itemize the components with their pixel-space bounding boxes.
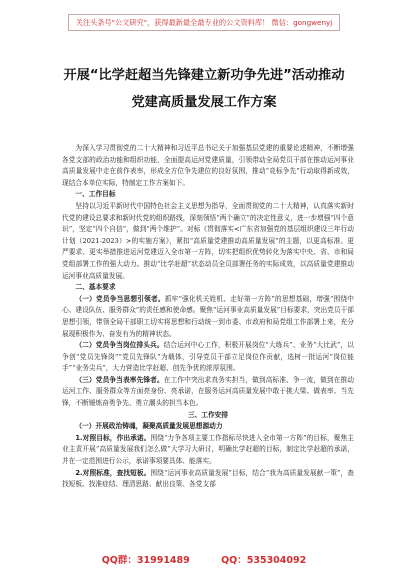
item-text: 抓牢“强化机关姓机、走好第一方阵”的思想基础，增强“围绕中心、建设队伍、服务群众”的责任感和使命感。聚焦“运河事业高质量发展”目标要求，突出党员干部思想引领，带领全局干部职工切实将思想和行动统一到市委、市政府和局党组工作部署上来，充分展现积极作为、奋发有为的精神状态。 (62, 294, 354, 338)
section3-heading: 三、工作安排 (187, 410, 229, 419)
footer-contact (0, 552, 408, 566)
item-lead: 2.对照标准，查找短板。 (75, 468, 151, 477)
footer-qq: QQ：535304092 (221, 555, 307, 566)
item-text: 结合运河中心工作，积极开展岗位“大练兵”、业务“大比武”，以争创“党员先锋岗”“党员先锋队”为载体，引导党员干部立足岗位作贡献，选树一批运河“岗位能手”“业务尖兵”，大力营造比学赶超、创先争优的浓厚氛围。 (62, 341, 354, 373)
section1-heading: 一、工作目标 (75, 190, 116, 199)
header-banner: 关注头条号"公文研究"，获得最新最全最专业的公文资料库！ 微信：gongwenyj (68, 14, 340, 31)
item-text: 围绕“运河事业高质量发展”目标，结合“我为高质量发展献一策”，查找短板、找准症结、理清思路、献出良策、各党支部 (62, 468, 354, 489)
section2-item-3 (62, 375, 354, 410)
item-lead: （二）党员争当岗位排头兵。 (75, 341, 164, 350)
section3-item-1 (62, 433, 354, 468)
section3-subheading: （一）开展政治铸魂，凝聚高质量发展思想源动力 (75, 422, 223, 431)
section2-item-1 (62, 294, 354, 340)
section2-item-2 (62, 340, 354, 375)
section3-item-2 (62, 468, 354, 491)
item-lead: 1.对照目标，作出承诺。 (75, 433, 151, 442)
document-title-line1: 开展“比学赶超当先锋建立新功争先进”活动推动 (63, 68, 345, 83)
intro-paragraph: 为深入学习贯彻党的二十大精神和习近平总书记关于加强基层党建的重要论述精神，不断增强各党支部的政治功能和组织功能，全面提高运河党建质量，引领带动全局党员干部在推动运河事业高质量发展中走在前作表率，形成全方位争先建位的良好氛围，推动“竞标争先”行动取得新成效，现结合本单位实际，特制定工作方案如下。 (62, 144, 354, 187)
document-body (62, 143, 354, 491)
section1-paragraph: 坚持以习近平新时代中国特色社会主义思想为指导，全面贯彻党的二十大精神，认真落实新时代党的建设总要求和新时代党的组织路线，深刻领悟“两个确立”的决定性意义，进一步增强“四个意识”，坚定“四个自信”，做到“两个维护”。对标《贯彻落实<广东省加强党的基层组织建设三年行动计划（2021-2023）>的实施方案》，紧扣“高质量党建推动高质量发展”的主题，以更高标准、更严要求、更实举措推进运河党建迈入全市第一方阵，切实把组织优势转化为落实中央、省、市和局党组部署工作的强大动力。推动“比学赶超”状态动员全员部署任务的实际成效，以高质量党建推动运河事业高质量发展。 (62, 201, 354, 280)
item-lead: （三）党员争当表率先锋者。 (75, 375, 164, 384)
section2-heading: 二、基本要求 (75, 283, 116, 292)
item-text: 在工作中突出求真务实担当，做到高标准、争一流，做到在推动运河工作、服务群众等方面亮身份、亮承诺，在服务运河高质量发展中敢于挑大梁、做表率、当先锋，不断锤炼奋勇争先、勇立潮头的担当本色。 (62, 375, 354, 408)
footer-qq-group: QQ群：31991489 (101, 555, 190, 566)
document-title-line2: 党建高质量发展工作方案 (131, 95, 277, 110)
item-text: 围绕“力争各项主要工作指标尽快进入全市第一方阵”的目标，聚焦主业主责开展“高质量发展我们怎么做”大学习大研讨，明确比学赶超的目标，制定比学赶超的承诺，并在一定范围进行公示，承诺事项要具体、能落实。 (62, 433, 354, 466)
item-lead: （一）党员争当思想引领者。 (75, 294, 165, 303)
